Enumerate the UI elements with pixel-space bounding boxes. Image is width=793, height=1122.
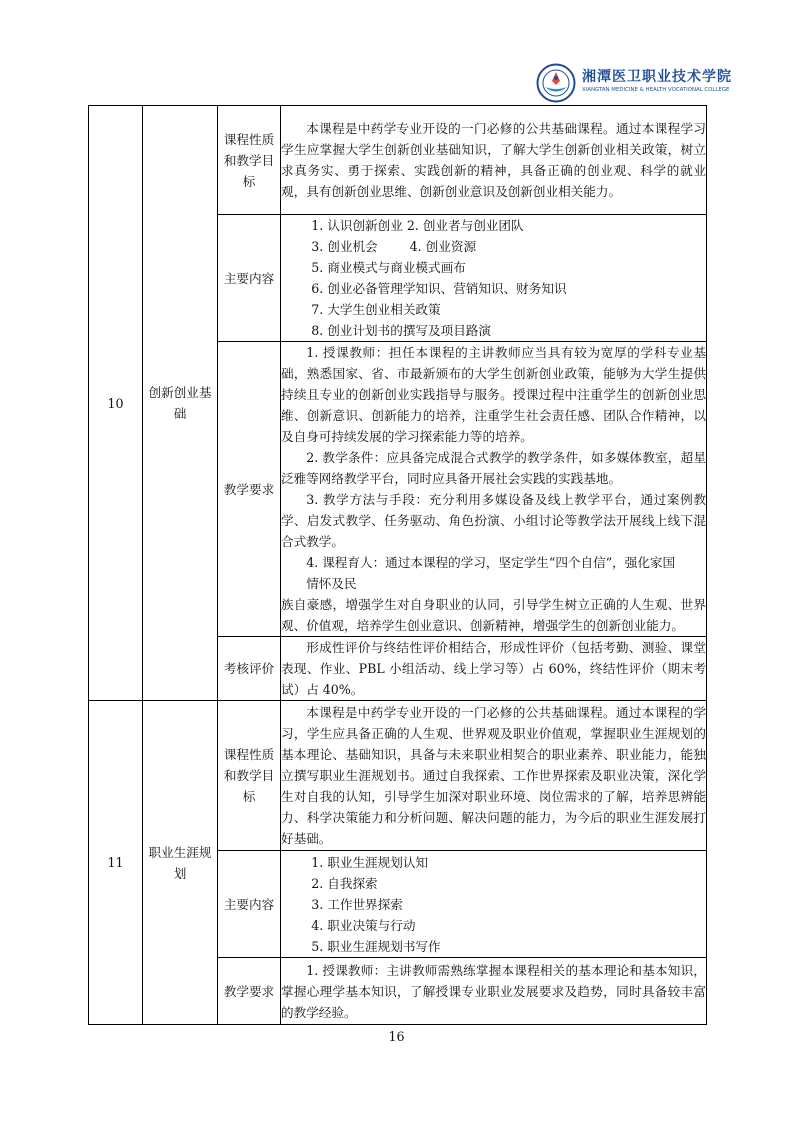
field-label: 教学要求 bbox=[218, 958, 281, 1025]
paragraph: 1. 授课教师：主讲教师需熟练掌握本课程相关的基本理论和基本知识，掌握心理学基本知识，了解授课专业职业发展要求及趋势，同时具备较丰富的教学经验。 bbox=[281, 962, 706, 1020]
paragraph: 本课程是中药学专业开设的一门必修的公共基础课程。通过本课程的学习，学生应具备正确的人生观、世界观及职业价值观，掌握职业生涯规划的基本理论、基础知识，具备与未来职业相契合的职业素养、职业能力，能独立撰写职业生涯规划书。通过自我探索、工作世界探索及职业决策，深化学生对自我的认知，引导学生加深对职业环境、岗位需求的了解，培养思辨能力、科学决策能力和分析问题、解决问题的能力，为今后的职业生涯发展打好基础。 bbox=[281, 705, 706, 846]
list-item: 4. 职业决策与行动 bbox=[311, 917, 416, 933]
list-item: 1. 职业生涯规划认知 bbox=[311, 854, 429, 870]
list-item: 8. 创业计划书的撰写及项目路演 bbox=[311, 323, 491, 338]
college-emblem-icon bbox=[536, 63, 576, 103]
field-label: 主要内容 bbox=[218, 215, 281, 342]
main-content-list bbox=[281, 851, 707, 958]
course-goal-text bbox=[281, 106, 707, 215]
list-item: 1. 认识创新创业 2. 创业者与创业团队 bbox=[311, 218, 524, 233]
paragraph: 2. 教学条件：应具备完成混合式教学的教学条件，如多媒体教室，超星泛雅等网络教学平台，同时应具备开展社会实践的实践基地。 bbox=[281, 450, 706, 486]
course-number: 10 bbox=[89, 106, 143, 701]
paragraph: 4. 课程育人：通过本课程的学习，坚定学生“四个自信”，强化家国 bbox=[306, 555, 676, 570]
list-item: 2. 自我探索 bbox=[311, 875, 378, 891]
page-number: 16 bbox=[388, 1029, 405, 1044]
college-logo bbox=[536, 63, 732, 107]
table-row bbox=[89, 701, 707, 851]
paragraph: 形成性评价与终结性评价相结合，形成性评价（包括考勤、测验、课堂表现、作业、PBL 小组活动、线上学习等）占 60%，终结性评价（期末考试）占 40%。 bbox=[281, 640, 706, 697]
table-row bbox=[89, 106, 707, 215]
list-item: 5. 商业模式与商业模式画布 bbox=[311, 260, 466, 275]
field-label: 考核评价 bbox=[218, 637, 281, 701]
list-item: 3. 工作世界探索 bbox=[311, 896, 403, 912]
field-label: 课程性质和教学目标 bbox=[218, 701, 281, 851]
list-item: 6. 创业必备管理学知识、营销知识、财务知识 bbox=[311, 281, 567, 296]
teaching-requirements bbox=[281, 342, 707, 637]
field-label: 课程性质和教学目标 bbox=[218, 106, 281, 215]
list-item: 5. 职业生涯规划书写作 bbox=[311, 938, 441, 954]
course-number: 11 bbox=[89, 701, 143, 1025]
main-content-list bbox=[281, 215, 707, 342]
list-item: 7. 大学生创业相关政策 bbox=[311, 302, 441, 317]
college-name: 湘潭医卫职业技术学院 bbox=[582, 69, 732, 85]
field-label: 主要内容 bbox=[218, 851, 281, 958]
field-label: 教学要求 bbox=[218, 342, 281, 637]
paragraph: 3. 教学方法与手段：充分利用多媒设备及线上教学平台，通过案例教学、启发式教学、任务驱动、角色扮演、小组讨论等教学法开展线上线下混合式教学。 bbox=[281, 492, 706, 549]
paragraph: 1. 授课教师：担任本课程的主讲教师应当具有较为宽厚的学科专业基础，熟悉国家、省、市最新颁布的大学生创新创业政策，能够为大学生提供持续且专业的创新创业实践指导与服务。授课过程中注重学生的创新创业思维、创新意识、创新能力的培养，注重学生社会责任感、团队合作精神，以及自身可持续发展的学习探索能力等的培养。 bbox=[281, 345, 706, 444]
course-name: 职业生涯规划 bbox=[143, 701, 218, 1025]
course-name: 创新创业基础 bbox=[143, 106, 218, 701]
course-table bbox=[88, 105, 707, 1025]
paragraph: 本课程是中药学专业开设的一门必修的公共基础课程。通过本课程学习学生应掌握大学生创新创业基础知识，了解大学生创新创业相关政策，树立求真务实、勇于探索、实践创新的精神，具备正确的创业观、科学的就业观，具有创新创业思维、创新创业意识及创新创业相关能力。 bbox=[281, 121, 706, 199]
teaching-requirements bbox=[281, 958, 707, 1025]
list-item: 3. 创业机会 4. 创业资源 bbox=[311, 239, 477, 254]
paragraph: 情怀及民 bbox=[306, 576, 357, 591]
college-name-english: XIANGTAN MEDICINE & HEALTH VOCATIONAL COLLEGE bbox=[582, 87, 730, 93]
paragraph: 族自豪感，增强学生对自身职业的认同，引导学生树立正确的人生观、世界观、价值观，培养学生创业意识、创新精神，增强学生的创新创业能力。 bbox=[281, 597, 706, 633]
assessment-text bbox=[281, 637, 707, 701]
course-goal-text bbox=[281, 701, 707, 851]
